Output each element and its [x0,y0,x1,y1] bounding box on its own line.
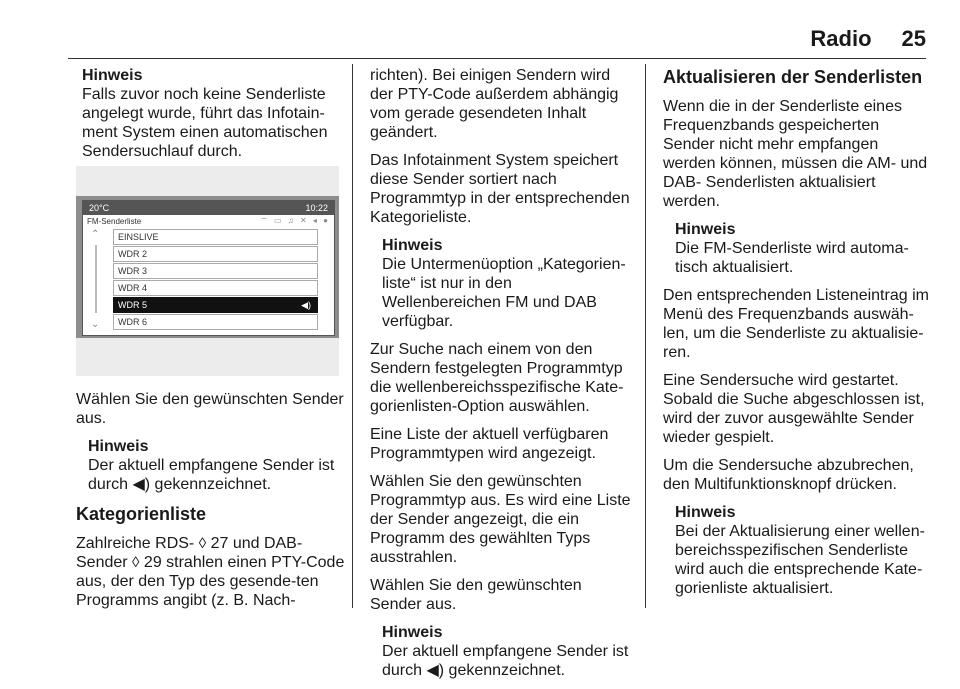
paragraph: Das Infotainment System speichert diese Sender sortiert nach Programmtyp in der entsprechenden Kategorieliste. [370,152,630,226]
column-3 [663,66,929,607]
speaker-icon: ◀) [132,476,151,493]
note-text: Der aktuell empfangene Sender ist durch ◀) gekennzeichnet. [88,457,335,493]
note-block [663,220,929,277]
display-bezel [76,196,339,338]
station-item-selected[interactable]: WDR 5 ◀) [113,297,318,313]
column-1-lower [76,390,346,619]
paragraph: Eine Sendersuche wird gestartet. Sobald die Suche abgeschlossen ist, wird der zuvor ausgewählte Sender wieder gespielt. [663,372,925,446]
station-list [113,229,318,332]
scrollbar[interactable] [85,229,113,332]
header-rule [68,58,926,59]
column-divider-1 [352,64,353,608]
note-text: Die Untermenüoption „Kategorien-liste“ ist nur in den Wellenbereichen FM und DAB verfügbar. [382,256,626,330]
cross-reference-icon: ◊ [132,554,140,571]
temperature-readout: 20°C [89,203,110,213]
note-heading: Hinweis [382,237,443,254]
column-2 [370,66,634,689]
paragraph: Wählen Sie den gewünschten Sender aus. [76,391,344,427]
paragraph: Wählen Sie den gewünschten Programmtyp aus. Es wird eine Liste der Sender angezeigt, die ein Programm des gewählten Typs ausstrahlen. [370,473,631,566]
note-block [370,623,634,680]
list-title-bar [83,215,334,227]
page-number: 25 [901,26,926,51]
section-heading: Kategorienliste [76,504,207,524]
cross-reference-icon: ◊ [198,535,207,552]
status-bar [83,201,334,215]
station-item[interactable]: WDR 3 [113,263,318,279]
note-heading: Hinweis [82,67,143,84]
column-1 [82,66,344,170]
clock-readout: 10:22 [305,203,328,213]
paragraph: Zur Suche nach einem von den Sendern festgelegten Programmtyp die wellenbereichsspezifische Kate-gorienlisten-Option auswählen. [370,341,624,415]
note-block [663,503,929,598]
display-screen [82,200,335,336]
scroll-up-icon[interactable]: ⌃ [91,229,100,240]
note-block [370,236,634,331]
station-item[interactable]: WDR 2 [113,246,318,262]
paragraph: Den entsprechenden Listeneintrag im Menü des Frequenzbands auswäh-len, um die Senderliste zu aktualisie-ren. [663,287,929,361]
section-title: Radio [810,26,872,51]
speaker-icon: ◀) [301,300,311,310]
scroll-down-icon[interactable]: ⌄ [91,319,100,330]
list-title: FM-Senderliste [87,216,142,226]
note-text: Bei der Aktualisierung einer wellen-bereichsspezifischen Senderliste wird auch die entsprechende Kate-gorienliste aktualisiert. [675,523,925,597]
station-list-area [85,229,332,332]
note-heading: Hinweis [675,221,736,238]
paragraph: Wenn die in der Senderliste eines Frequenzbands gespeicherten Sender nicht mehr empfangen werden können, müssen die AM- und DAB- Senderlisten aktualisiert werden. [663,98,928,210]
paragraph: richten). Bei einigen Sendern wird der PTY-Code außerdem abhängig vom gerade gesendeten Inhalt geändert. [370,67,619,141]
paragraph: Eine Liste der aktuell verfügbaren Programmtypen wird angezeigt. [370,426,609,462]
note-block [82,66,344,161]
note-heading: Hinweis [88,438,149,455]
note-text: Der aktuell empfangene Sender ist durch ◀) gekennzeichnet. [382,643,629,679]
page-header [810,26,926,52]
paragraph: Wählen Sie den gewünschten Sender aus. [370,577,582,613]
section-heading: Aktualisieren der Senderlisten [663,67,923,87]
note-heading: Hinweis [382,624,443,641]
station-item[interactable]: WDR 4 [113,280,318,296]
paragraph: Um die Sendersuche abzubrechen, den Multifunktionsknopf drücken. [663,457,914,493]
note-text: Falls zuvor noch keine Senderliste angelegt wurde, führt das Infotain-ment System einen automatischen Sendersuchlauf durch. [82,86,328,160]
station-item[interactable]: WDR 6 [113,314,318,330]
paragraph: Zahlreiche RDS- ◊ 27 und DAB-Sender ◊ 29 strahlen einen PTY-Code aus, der den Typ des gesende-ten Programms angibt (z. B. Nach- [76,535,345,609]
station-item[interactable]: EINSLIVE [113,229,318,245]
scroll-track[interactable] [95,245,97,313]
note-block [76,437,346,494]
radio-screenshot-figure [76,166,339,376]
note-heading: Hinweis [675,504,736,521]
status-icons: ⌔ ▭ ♫ ✕ ◂ ● [260,216,330,225]
speaker-icon: ◀) [426,662,445,679]
column-divider-2 [645,64,646,608]
note-text: Die FM-Senderliste wird automa-tisch aktualisiert. [675,240,909,276]
